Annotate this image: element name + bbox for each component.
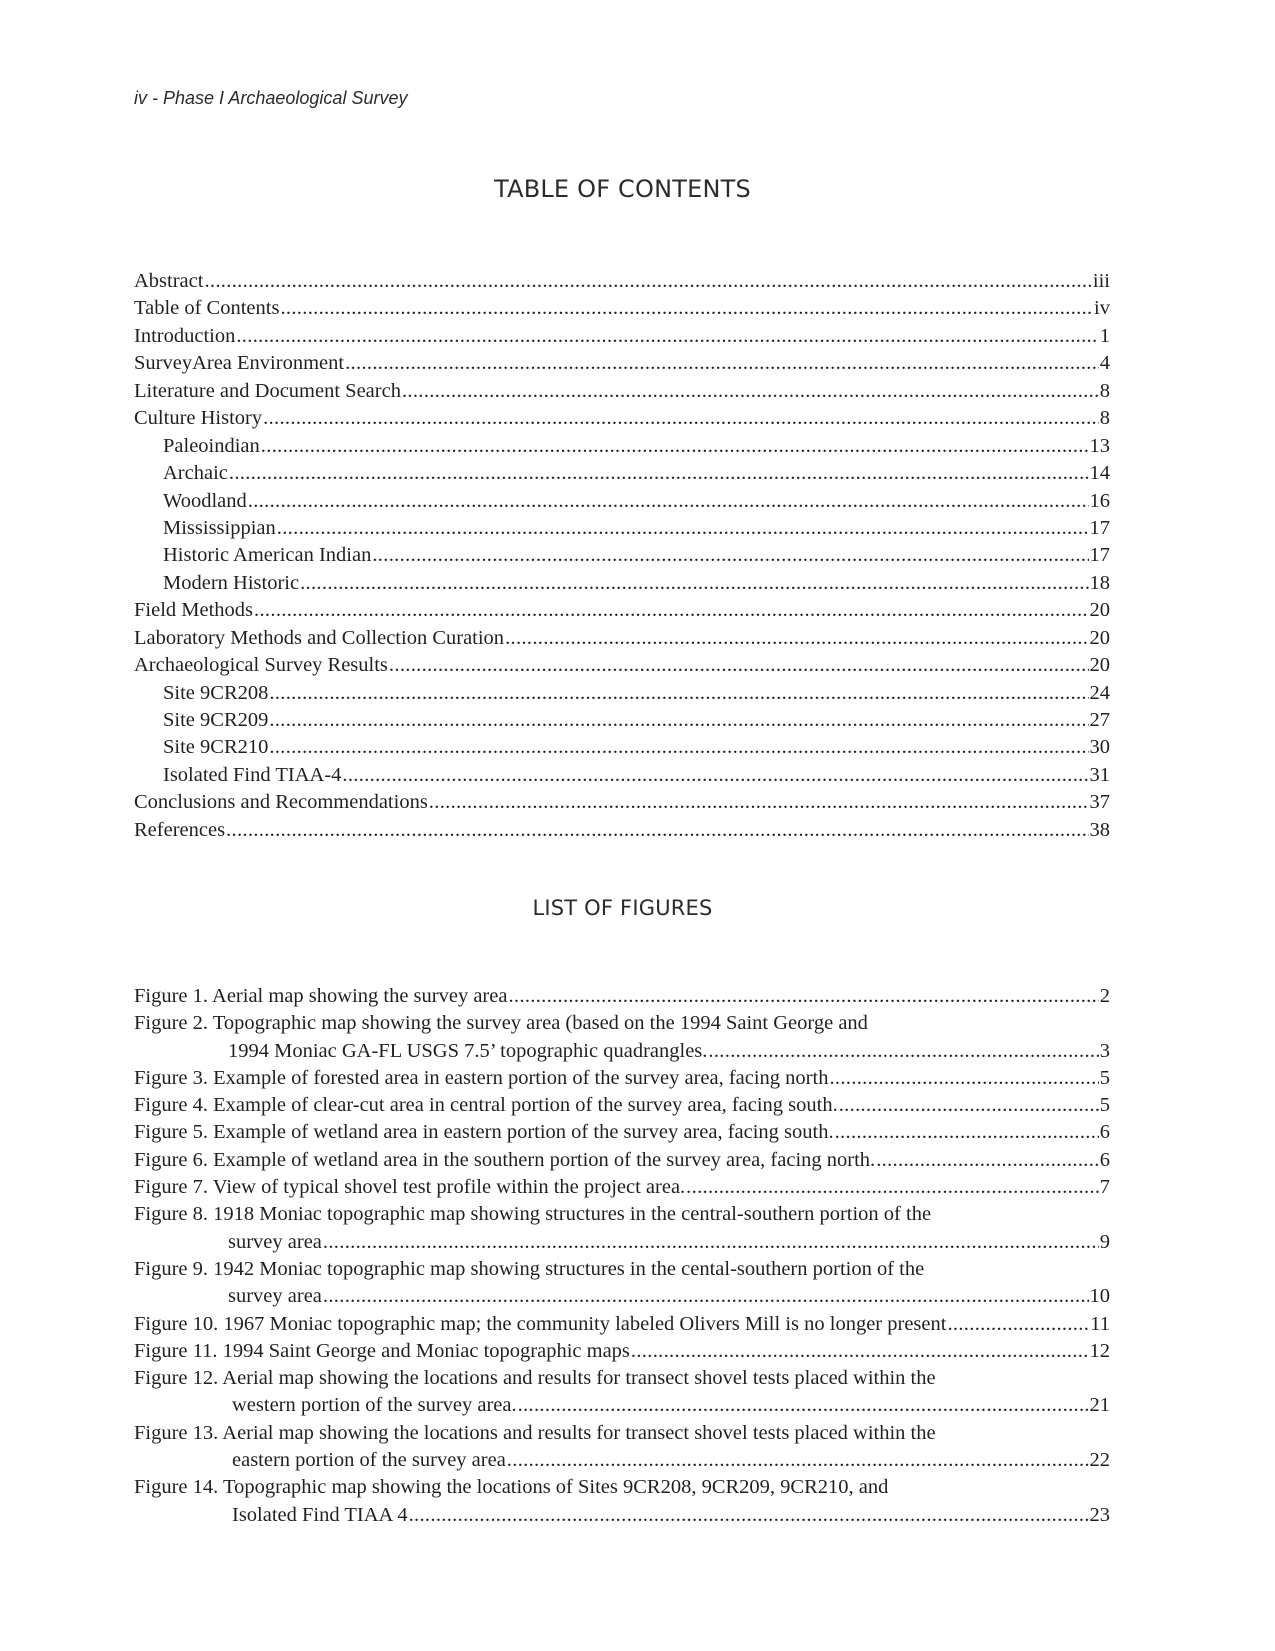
dot-leader [261, 433, 1089, 460]
toc-entry-title: Archaeological Survey Results [134, 654, 388, 677]
dot-leader [204, 268, 1091, 295]
toc-entry-title: Table of Contents [134, 297, 280, 320]
lof-entry-page: 2 [1099, 985, 1110, 1007]
toc-entry-survey-area-environment[interactable] [134, 350, 1110, 377]
dot-leader [263, 405, 1099, 432]
toc-entry-title: Modern Historic [163, 571, 300, 594]
dot-leader [686, 1174, 1099, 1201]
dot-leader [269, 734, 1088, 761]
toc-entry-page: 30 [1089, 736, 1110, 759]
toc-entry-title: Laboratory Methods and Collection Curation [134, 626, 505, 649]
toc-entry-page: 8 [1099, 379, 1110, 402]
toc-entry-title: Historic American Indian [163, 544, 372, 567]
dot-leader [342, 762, 1088, 789]
dot-leader [835, 1119, 1099, 1146]
dot-leader [345, 350, 1099, 377]
lof-entry-title: Figure 4. Example of clear-cut area in central portion of the survey area, facing south. [134, 1094, 838, 1117]
toc-entry-site-9cr210[interactable] [134, 734, 1110, 761]
lof-entry-figure-14[interactable] [134, 1474, 1110, 1501]
dot-leader [323, 1283, 1089, 1310]
dot-leader [507, 1447, 1089, 1474]
toc-entry-paleoindian[interactable] [134, 433, 1110, 460]
toc-entry-page: 38 [1089, 818, 1110, 841]
toc-entry-introduction[interactable] [134, 323, 1110, 350]
lof-entry-title-continued: survey area [228, 1285, 322, 1308]
lof-heading: LIST OF FIGURES [532, 896, 713, 920]
toc-entry-title: Mississippian [163, 516, 276, 539]
lof-entry-title-continued: western portion of the survey area. [232, 1394, 517, 1417]
toc-entry-title: Site 9CR209 [163, 709, 269, 731]
dot-leader [631, 1338, 1089, 1365]
lof-entry-figure-13[interactable] [134, 1420, 1110, 1447]
lof-entry-title: Figure 14. Topographic map showing the locations of Sites 9CR208, 9CR209, 9CR210, and [134, 1476, 889, 1499]
toc-entry-mississippian[interactable] [134, 515, 1110, 542]
toc-entry-title: Paleoindian [163, 434, 260, 457]
lof-entry-figure-2-continued[interactable] [134, 1038, 1110, 1065]
dot-leader [226, 817, 1088, 844]
lof-entry-title-continued: eastern portion of the survey area [232, 1449, 506, 1472]
toc-entry-page: 20 [1089, 626, 1110, 649]
lof-entry-title: Figure 13. Aerial map showing the locations and results for transect shovel tests placed within the [134, 1421, 936, 1444]
toc-entry-conclusions[interactable] [134, 789, 1110, 816]
lof-entry-title: Figure 11. 1994 Saint George and Moniac topographic maps [134, 1339, 630, 1362]
dot-leader [254, 597, 1088, 624]
dot-leader [236, 323, 1098, 350]
lof-entry-figure-4[interactable] [134, 1092, 1110, 1119]
lof-entry-figure-3[interactable] [134, 1065, 1110, 1092]
lof-entry-figure-5[interactable] [134, 1119, 1110, 1146]
toc-entry-modern-historic[interactable] [134, 570, 1110, 597]
lof-entry-page: 12 [1089, 1339, 1110, 1362]
lof-entry-title: Figure 8. 1918 Moniac topographic map showing structures in the central-southern portion of the [134, 1203, 932, 1226]
lof-list [134, 983, 1110, 1529]
toc-entry-page: iii [1092, 270, 1110, 292]
lof-entry-title: Figure 5. Example of wetland area in eastern portion of the survey area, facing south. [134, 1121, 834, 1144]
toc-entry-culture-history[interactable] [134, 405, 1110, 432]
lof-entry-page: 3 [1099, 1039, 1110, 1062]
lof-entry-figure-6[interactable] [134, 1147, 1110, 1174]
lof-entry-figure-11[interactable] [134, 1338, 1110, 1365]
toc-entry-site-9cr209[interactable] [134, 707, 1110, 734]
dot-leader [876, 1147, 1099, 1174]
lof-entry-page: 10 [1089, 1285, 1110, 1308]
lof-entry-page: 23 [1089, 1503, 1110, 1526]
toc-entry-historic-american-indian[interactable] [134, 542, 1110, 569]
toc-entry-isolated-find[interactable] [134, 762, 1110, 789]
lof-entry-figure-9[interactable] [134, 1256, 1110, 1283]
lof-entry-figure-8-continued[interactable] [134, 1229, 1110, 1256]
dot-leader [323, 1229, 1099, 1256]
lof-entry-title: Figure 3. Example of forested area in eastern portion of the survey area, facing north [134, 1066, 829, 1089]
running-head: iv - Phase I Archaeological Survey [134, 88, 408, 108]
lof-entry-figure-1[interactable] [134, 983, 1110, 1010]
lof-entry-title-continued: Isolated Find TIAA 4 [232, 1503, 408, 1526]
toc-entry-abstract[interactable] [134, 268, 1110, 295]
dot-leader [505, 625, 1088, 652]
lof-entry-title: Figure 2. Topographic map showing the survey area (based on the 1994 Saint George and [134, 1012, 868, 1035]
dot-leader [708, 1038, 1098, 1065]
lof-entry-page: 11 [1090, 1312, 1110, 1335]
lof-entry-page: 9 [1099, 1230, 1110, 1253]
dot-leader [269, 707, 1088, 734]
lof-entry-title: Figure 7. View of typical shovel test profile within the project area. [134, 1176, 686, 1199]
lof-entry-figure-12[interactable] [134, 1365, 1110, 1392]
toc-entry-table-of-contents[interactable] [134, 295, 1110, 322]
dot-leader [839, 1092, 1099, 1119]
dot-leader [829, 1065, 1098, 1092]
toc-entry-woodland[interactable] [134, 488, 1110, 515]
dot-leader [280, 295, 1093, 322]
toc-entry-site-9cr208[interactable] [134, 680, 1110, 707]
dot-leader [518, 1392, 1089, 1419]
lof-entry-figure-14-continued[interactable] [134, 1502, 1110, 1529]
lof-entry-page: 5 [1099, 1066, 1110, 1089]
toc-entry-page: 13 [1089, 434, 1110, 457]
toc-entry-laboratory-methods[interactable] [134, 625, 1110, 652]
toc-entry-title: Abstract [134, 270, 204, 292]
lof-entry-figure-7[interactable] [134, 1174, 1110, 1201]
toc-entry-page: 18 [1089, 571, 1110, 594]
dot-leader [300, 570, 1088, 597]
toc-entry-page: 20 [1089, 599, 1110, 622]
dot-leader [277, 515, 1089, 542]
toc-entry-title: Introduction [134, 324, 236, 347]
toc-entry-title: References [134, 818, 226, 841]
toc-entry-title: Field Methods [134, 599, 254, 622]
toc-entry-title: Literature and Document Search [134, 379, 401, 402]
toc-entry-page: 8 [1099, 407, 1110, 430]
lof-entry-figure-13-continued[interactable] [134, 1447, 1110, 1474]
toc-entry-page: 27 [1089, 709, 1110, 731]
toc-entry-title: Isolated Find TIAA-4 [163, 763, 342, 786]
lof-entry-title-continued: 1994 Moniac GA-FL USGS 7.5’ topographic quadrangles. [228, 1039, 708, 1062]
toc-entry-page: 14 [1089, 462, 1110, 485]
toc-entry-page: 4 [1099, 352, 1110, 375]
dot-leader [248, 488, 1089, 515]
lof-entry-figure-10[interactable] [134, 1311, 1110, 1338]
toc-entry-page: 37 [1089, 791, 1110, 814]
toc-entry-references[interactable] [134, 817, 1110, 844]
dot-leader [269, 680, 1088, 707]
lof-entry-title: Figure 1. Aerial map showing the survey area [134, 985, 508, 1007]
toc-heading: TABLE OF CONTENTS [494, 175, 751, 203]
lof-entry-page: 6 [1099, 1121, 1110, 1144]
toc-entry-archaic[interactable] [134, 460, 1110, 487]
dot-leader [429, 789, 1089, 816]
lof-entry-figure-2[interactable] [134, 1010, 1110, 1037]
lof-entry-page: 7 [1099, 1176, 1110, 1199]
lof-entry-figure-9-continued[interactable] [134, 1283, 1110, 1310]
toc-entry-title: Culture History [134, 407, 263, 430]
toc-entry-title: Conclusions and Recommendations [134, 791, 428, 814]
toc-entry-literature-search[interactable] [134, 378, 1110, 405]
toc-entry-page: 17 [1089, 544, 1110, 567]
lof-entry-title: Figure 12. Aerial map showing the locations and results for transect shovel tests placed within the [134, 1367, 936, 1390]
toc-entry-page: 31 [1089, 763, 1110, 786]
lof-entry-title-continued: survey area [228, 1230, 322, 1253]
toc-list [134, 268, 1110, 844]
dot-leader [229, 460, 1089, 487]
toc-entry-title: Woodland [163, 489, 247, 512]
toc-entry-title: Site 9CR208 [163, 681, 269, 704]
lof-entry-page: 22 [1089, 1449, 1110, 1472]
dot-leader [402, 378, 1099, 405]
toc-entry-page: 17 [1089, 516, 1110, 539]
toc-entry-page: iv [1094, 297, 1110, 320]
toc-entry-survey-results[interactable] [134, 652, 1110, 679]
toc-entry-title: Archaic [163, 462, 228, 485]
toc-entry-field-methods[interactable] [134, 597, 1110, 624]
dot-leader [389, 652, 1089, 679]
lof-entry-figure-8[interactable] [134, 1201, 1110, 1228]
dot-leader [372, 542, 1088, 569]
lof-entry-title: Figure 9. 1942 Moniac topographic map showing structures in the cental-southern portion of the [134, 1257, 925, 1280]
toc-entry-title: Site 9CR210 [163, 736, 269, 759]
toc-entry-page: 16 [1089, 489, 1110, 512]
dot-leader [409, 1502, 1089, 1529]
lof-entry-page: 6 [1099, 1148, 1110, 1171]
dot-leader [508, 983, 1098, 1010]
toc-entry-page: 24 [1089, 681, 1110, 704]
toc-entry-page: 1 [1099, 324, 1110, 347]
lof-entry-page: 5 [1099, 1094, 1110, 1117]
dot-leader [947, 1311, 1089, 1338]
lof-entry-page: 21 [1089, 1394, 1110, 1417]
lof-entry-title: Figure 10. 1967 Moniac topographic map; the community labeled Olivers Mill is no longer present [134, 1312, 947, 1335]
toc-entry-page: 20 [1089, 654, 1110, 677]
lof-entry-title: Figure 6. Example of wetland area in the southern portion of the survey area, facing north. [134, 1148, 876, 1171]
toc-entry-title: SurveyArea Environment [134, 352, 345, 375]
lof-entry-figure-12-continued[interactable] [134, 1392, 1110, 1419]
